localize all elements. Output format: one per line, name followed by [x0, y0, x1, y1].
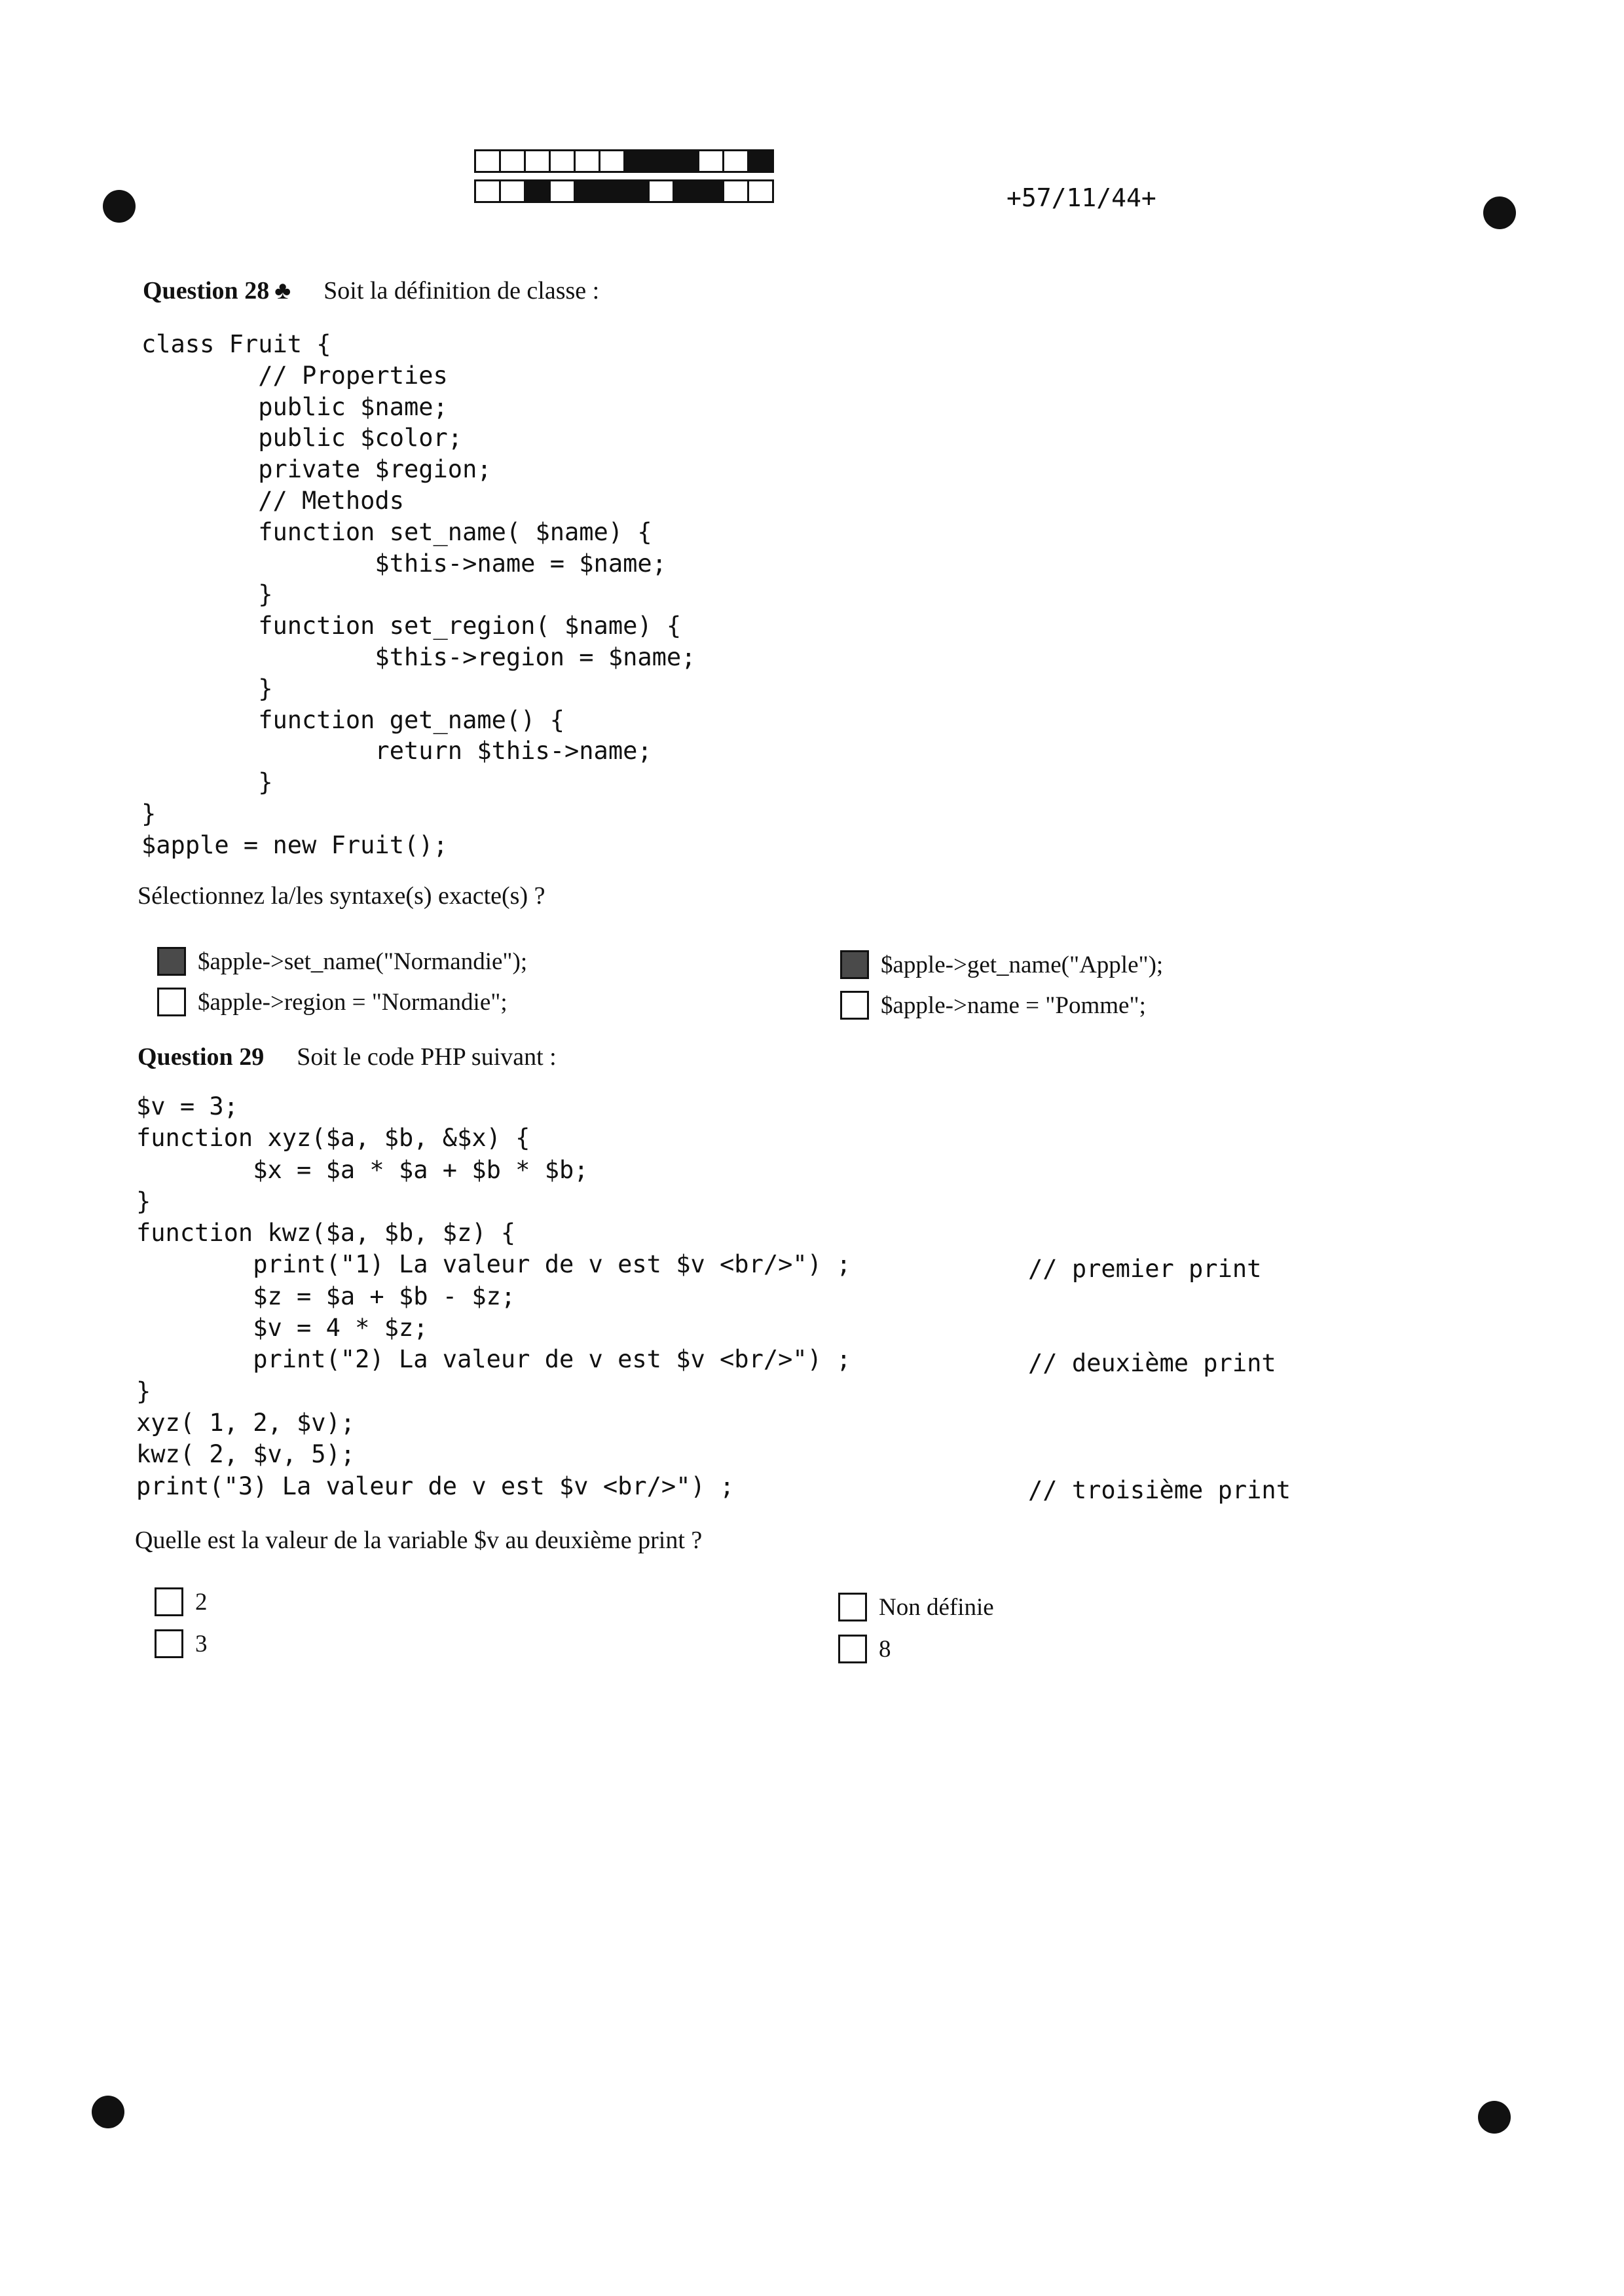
- barcode-cell: [599, 179, 625, 203]
- question-28-heading: [143, 276, 599, 305]
- barcode-cell: [623, 179, 650, 203]
- barcode-row-1: [476, 149, 774, 173]
- question-28-intro: Soit la définition de classe :: [323, 277, 600, 305]
- barcode-cell: [673, 179, 699, 203]
- barcode-cell: [623, 149, 650, 173]
- registration-mark-bottom-left: [92, 2096, 124, 2128]
- q28-choice-d[interactable]: [840, 991, 1146, 1020]
- code-comment-troisieme: // troisième print: [1028, 1476, 1291, 1504]
- barcode-row-2: [476, 179, 774, 203]
- q28-choice-a[interactable]: [157, 947, 527, 976]
- q29-checkbox-d[interactable]: [838, 1635, 867, 1663]
- barcode-cell: [599, 149, 625, 173]
- question-29-prompt: Quelle est la valeur de la variable $v au deuxième print ?: [135, 1527, 703, 1554]
- q28-choice-b[interactable]: [157, 988, 507, 1016]
- barcode-cell: [722, 179, 749, 203]
- q29-choice-a-label: 2: [195, 1588, 208, 1616]
- barcode-cell: [499, 149, 526, 173]
- q29-choice-b-label: 3: [195, 1630, 208, 1657]
- barcode-cell: [697, 179, 724, 203]
- barcode-cell: [474, 179, 501, 203]
- barcode-cell: [524, 179, 551, 203]
- question-28-label: Question 28: [143, 277, 270, 305]
- q29-checkbox-c[interactable]: [838, 1593, 867, 1621]
- code-comment-deuxieme: // deuxième print: [1028, 1349, 1276, 1377]
- barcode-cell: [648, 149, 674, 173]
- q28-checkbox-d[interactable]: [840, 991, 869, 1020]
- q29-choice-b[interactable]: [155, 1629, 208, 1658]
- q29-choice-d[interactable]: [838, 1635, 891, 1663]
- q29-choice-a[interactable]: [155, 1587, 208, 1616]
- question-29-heading: [138, 1043, 557, 1071]
- q28-choice-d-label: $apple->name = "Pomme";: [881, 991, 1146, 1019]
- barcode-cell: [747, 179, 774, 203]
- q29-checkbox-b[interactable]: [155, 1629, 183, 1658]
- barcode-cell: [474, 149, 501, 173]
- q29-choice-c-label: Non définie: [879, 1593, 994, 1621]
- question-29-label: Question 29: [138, 1043, 265, 1071]
- registration-mark-top-left: [103, 190, 136, 223]
- page-id: +57/11/44+: [1006, 183, 1156, 212]
- question-28-prompt: Sélectionnez la/les syntaxe(s) exacte(s) ?: [138, 882, 545, 910]
- barcode-cell: [499, 179, 526, 203]
- q28-choice-c[interactable]: [840, 950, 1163, 979]
- barcode-cell: [747, 149, 774, 173]
- barcode-cell: [549, 179, 576, 203]
- question-29-code: $v = 3; function xyz($a, $b, &$x) { $x = $a * $a + $b * $b; } function kwz($a, $b, $z) { print("1) La valeur de v est $v <br/>") ; $z = $a + $b - $z; $v = 4 * $z; print("2) La valeur de v est $v <br/>") ; } xyz( 1, 2, $v); kwz( 2, $v, 5); print("3) La valeur de v est $v <br/>") ;: [136, 1092, 851, 1500]
- q28-checkbox-b[interactable]: [157, 988, 186, 1016]
- q28-choice-b-label: $apple->region = "Normandie";: [198, 988, 507, 1016]
- barcode-cell: [697, 149, 724, 173]
- barcode-cell: [524, 149, 551, 173]
- question-28-code: class Fruit { // Properties public $name; public $color; private $region; // Methods function set_name( $name) { $this->name = $name; } function set_region( $name) { $this->region = $name; } function get_name() { return $this->name; } } $apple = new Fruit();: [141, 330, 696, 859]
- q29-choice-d-label: 8: [879, 1635, 891, 1663]
- club-icon: ♣: [274, 277, 291, 305]
- q28-choice-c-label: $apple->get_name("Apple");: [881, 951, 1164, 978]
- registration-mark-top-right: [1483, 196, 1516, 229]
- q28-checkbox-a[interactable]: [157, 947, 186, 976]
- barcode-cell: [722, 149, 749, 173]
- q28-choice-a-label: $apple->set_name("Normandie");: [198, 948, 528, 975]
- barcode-cell: [574, 179, 600, 203]
- barcode-cell: [648, 179, 674, 203]
- code-comment-premier: // premier print: [1028, 1255, 1262, 1283]
- barcode-cell: [673, 149, 699, 173]
- barcode-cell: [574, 149, 600, 173]
- q28-checkbox-c[interactable]: [840, 950, 869, 979]
- q29-checkbox-a[interactable]: [155, 1587, 183, 1616]
- q29-choice-c[interactable]: [838, 1593, 994, 1621]
- registration-mark-bottom-right: [1478, 2101, 1511, 2134]
- question-29-intro: Soit le code PHP suivant :: [297, 1043, 557, 1071]
- barcode-cell: [549, 149, 576, 173]
